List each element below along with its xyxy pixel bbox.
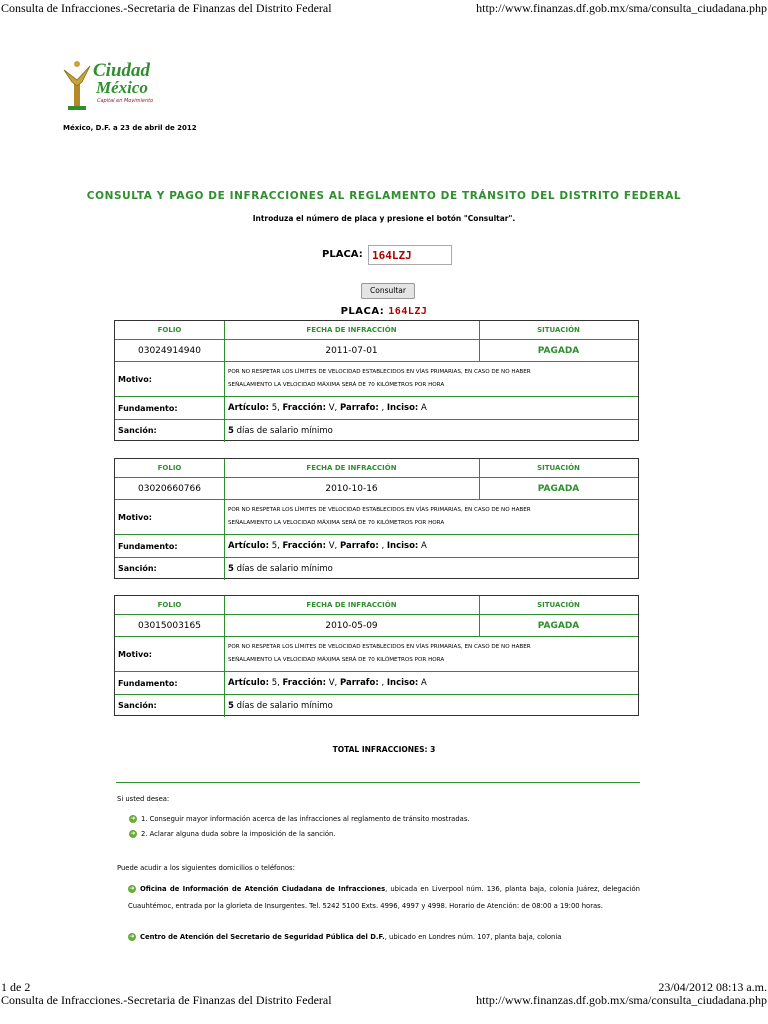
articulo-value: 5, (271, 403, 280, 413)
office-2-text: , ubicado en Londres núm. 107, planta baja, colonia (384, 933, 562, 941)
fraccion-value: V, (328, 678, 338, 688)
fecha-value: 2010-05-09 (325, 621, 378, 631)
info-option-2-text: 2. Aclarar alguna duda sobre la imposición de la sanción. (141, 830, 336, 838)
total-infracciones: TOTAL INFRACCIONES: 3 (332, 745, 436, 754)
result-placa-label: PLACA: (340, 306, 385, 317)
record-sancion-row (115, 694, 638, 717)
page-title: CONSULTA Y PAGO DE INFRACCIONES AL REGLAMENTO DE TRÁNSITO DEL DISTRITO FEDERAL (86, 190, 682, 202)
instructions: Introduza el número de placa y presione el botón "Consultar". (252, 214, 516, 223)
sancion-text (224, 558, 638, 580)
sancion-text (224, 420, 638, 442)
fundamento-label: Fundamento: (118, 542, 178, 551)
motivo-line-1: POR NO RESPETAR LOS LÍMITES DE VELOCIDAD ESTABLECIDOS EN VÍAS PRIMARIAS, EN CASO DE NO HABER (228, 644, 531, 650)
articulo-label: Artículo: (228, 541, 269, 551)
col-fecha: FECHA DE INFRACCIÓN (306, 464, 397, 472)
date-line: México, D.F. a 23 de abril de 2012 (63, 124, 197, 132)
col-situacion: SITUACIÓN (537, 464, 580, 472)
fundamento-label: Fundamento: (118, 404, 178, 413)
sancion-label: Sanción: (118, 426, 157, 435)
fraccion-label: Fracción: (282, 678, 327, 688)
sancion-unit: días de salario mínimo (236, 426, 333, 436)
fraccion-label: Fracción: (282, 541, 327, 551)
sancion-unit: días de salario mínimo (236, 701, 333, 711)
fraccion-label: Fracción: (282, 403, 327, 413)
parrafo-label: Parrafo: (339, 678, 379, 688)
col-fecha: FECHA DE INFRACCIÓN (306, 601, 397, 609)
print-footer-url: http://www.finanzas.df.gob.mx/sma/consulta_ciudadana.php (476, 993, 767, 1007)
motivo-line-1: POR NO RESPETAR LOS LÍMITES DE VELOCIDAD ESTABLECIDOS EN VÍAS PRIMARIAS, EN CASO DE NO HABER (228, 369, 531, 375)
placa-input[interactable]: 164LZJ (368, 245, 452, 265)
inciso-value: A (421, 678, 427, 688)
fundamento-label: Fundamento: (118, 679, 178, 688)
sancion-text (224, 695, 638, 717)
folio-value: 03024914940 (138, 346, 201, 356)
fraccion-value: V, (328, 541, 338, 551)
inciso-label: Inciso: (386, 403, 419, 413)
info-intro: Si usted desea: (117, 795, 170, 803)
motivo-line-1: POR NO RESPETAR LOS LÍMITES DE VELOCIDAD ESTABLECIDOS EN VÍAS PRIMARIAS, EN CASO DE NO HABER (228, 507, 531, 513)
places-intro: Puede acudir a los siguientes domicilios o teléfonos: (117, 864, 295, 872)
parrafo-value: , (381, 403, 385, 413)
sancion-number: 5 (228, 426, 234, 436)
print-datetime: 23/04/2012 08:13 a.m. (658, 980, 767, 994)
record-values-row (115, 477, 638, 500)
ciudad-mexico-logo (60, 52, 170, 112)
articulo-value: 5, (271, 678, 280, 688)
record-motivo-row (115, 499, 638, 535)
logo-line1: Ciudad (93, 60, 151, 81)
green-circle-arrow-icon: ➜ (129, 933, 135, 940)
fundamento-text (224, 672, 638, 695)
result-placa-value: 164LZJ (388, 306, 428, 317)
placa-label: PLACA: (322, 249, 363, 260)
motivo-label: Motivo: (118, 650, 152, 659)
record-header-row (115, 596, 638, 614)
infraction-record (114, 595, 639, 716)
parrafo-label: Parrafo: (339, 541, 379, 551)
result-placa (0, 306, 768, 317)
logo-line2: México (96, 78, 148, 97)
col-situacion: SITUACIÓN (537, 326, 580, 334)
record-header-row (115, 321, 638, 339)
articulo-label: Artículo: (228, 403, 269, 413)
info-option-1 (129, 815, 470, 823)
office-1-name: Oficina de Información de Atención Ciudadana de Infracciones (140, 885, 386, 893)
situacion-badge: PAGADA (537, 484, 580, 494)
record-motivo-row (115, 361, 638, 397)
sancion-number: 5 (228, 701, 234, 711)
record-motivo-row (115, 636, 638, 672)
print-header (0, 1, 768, 15)
green-circle-arrow-icon: ➜ (130, 830, 136, 837)
col-folio: FOLIO (157, 326, 182, 334)
motivo-label: Motivo: (118, 375, 152, 384)
print-page-number: 1 de 2 (1, 980, 31, 994)
col-folio: FOLIO (157, 601, 182, 609)
motivo-line-2: SEÑALAMIENTO LA VELOCIDAD MÁXIMA SERÁ DE 70 KILÓMETROS POR HORA (228, 382, 445, 388)
print-footer-top (0, 980, 768, 994)
fecha-value: 2011-07-01 (325, 346, 378, 356)
record-header-row (115, 459, 638, 477)
green-circle-arrow-icon: ➜ (130, 815, 136, 822)
record-fundamento-row (115, 671, 638, 695)
infraction-record (114, 458, 639, 579)
inciso-value: A (421, 541, 427, 551)
info-option-1-text: 1. Conseguir mayor información acerca de las infracciones al reglamento de tránsito mostradas. (141, 815, 470, 823)
fundamento-text (224, 535, 638, 558)
parrafo-value: , (381, 678, 385, 688)
inciso-label: Inciso: (386, 541, 419, 551)
consultar-button[interactable]: Consultar (361, 283, 415, 299)
record-values-row (115, 339, 638, 362)
sancion-number: 5 (228, 564, 234, 574)
print-footer-bottom (0, 993, 768, 1007)
folio-value: 03020660766 (138, 484, 201, 494)
motivo-line-2: SEÑALAMIENTO LA VELOCIDAD MÁXIMA SERÁ DE 70 KILÓMETROS POR HORA (228, 657, 445, 663)
record-sancion-row (115, 557, 638, 580)
print-header-title: Consulta de Infracciones.-Secretaria de Finanzas del Distrito Federal (1, 1, 332, 15)
fundamento-text (224, 397, 638, 420)
print-header-url: http://www.finanzas.df.gob.mx/sma/consulta_ciudadana.php (476, 1, 767, 15)
info-option-2 (129, 830, 335, 838)
office-1 (128, 881, 640, 915)
record-fundamento-row (115, 396, 638, 420)
motivo-text (224, 637, 638, 672)
articulo-value: 5, (271, 541, 280, 551)
situacion-badge: PAGADA (537, 621, 580, 631)
record-sancion-row (115, 419, 638, 442)
inciso-label: Inciso: (386, 678, 419, 688)
sancion-unit: días de salario mínimo (236, 564, 333, 574)
inciso-value: A (421, 403, 427, 413)
record-fundamento-row (115, 534, 638, 558)
motivo-line-2: SEÑALAMIENTO LA VELOCIDAD MÁXIMA SERÁ DE 70 KILÓMETROS POR HORA (228, 520, 445, 526)
print-footer-title: Consulta de Infracciones.-Secretaria de Finanzas del Distrito Federal (1, 993, 332, 1007)
office-2 (128, 929, 640, 946)
col-fecha: FECHA DE INFRACCIÓN (306, 326, 397, 334)
motivo-text (224, 500, 638, 535)
parrafo-label: Parrafo: (339, 403, 379, 413)
parrafo-value: , (381, 541, 385, 551)
articulo-label: Artículo: (228, 678, 269, 688)
logo-tagline: Capital en Movimiento (97, 98, 154, 104)
sancion-label: Sanción: (118, 701, 157, 710)
fecha-value: 2010-10-16 (325, 484, 378, 494)
sancion-label: Sanción: (118, 564, 157, 573)
folio-value: 03015003165 (138, 621, 201, 631)
green-circle-arrow-icon: ➜ (129, 885, 135, 892)
office-1-text: , ubicada en Liverpool núm. 136, planta baja, colonia Juárez, delegación Cuauhtémoc, entrada por la glorieta de Insurgentes. Tel. 5242 5100 Exts. 4996, 4997 y 4998. Horario de Atención: de 08:00 a 19:00 horas. (128, 885, 640, 910)
fraccion-value: V, (328, 403, 338, 413)
col-folio: FOLIO (157, 464, 182, 472)
situacion-badge: PAGADA (537, 346, 580, 356)
motivo-text (224, 362, 638, 397)
motivo-label: Motivo: (118, 513, 152, 522)
divider (116, 782, 640, 783)
office-2-name: Centro de Atención del Secretario de Seguridad Pública del D.F. (140, 933, 385, 941)
infraction-record (114, 320, 639, 441)
col-situacion: SITUACIÓN (537, 601, 580, 609)
record-values-row (115, 614, 638, 637)
